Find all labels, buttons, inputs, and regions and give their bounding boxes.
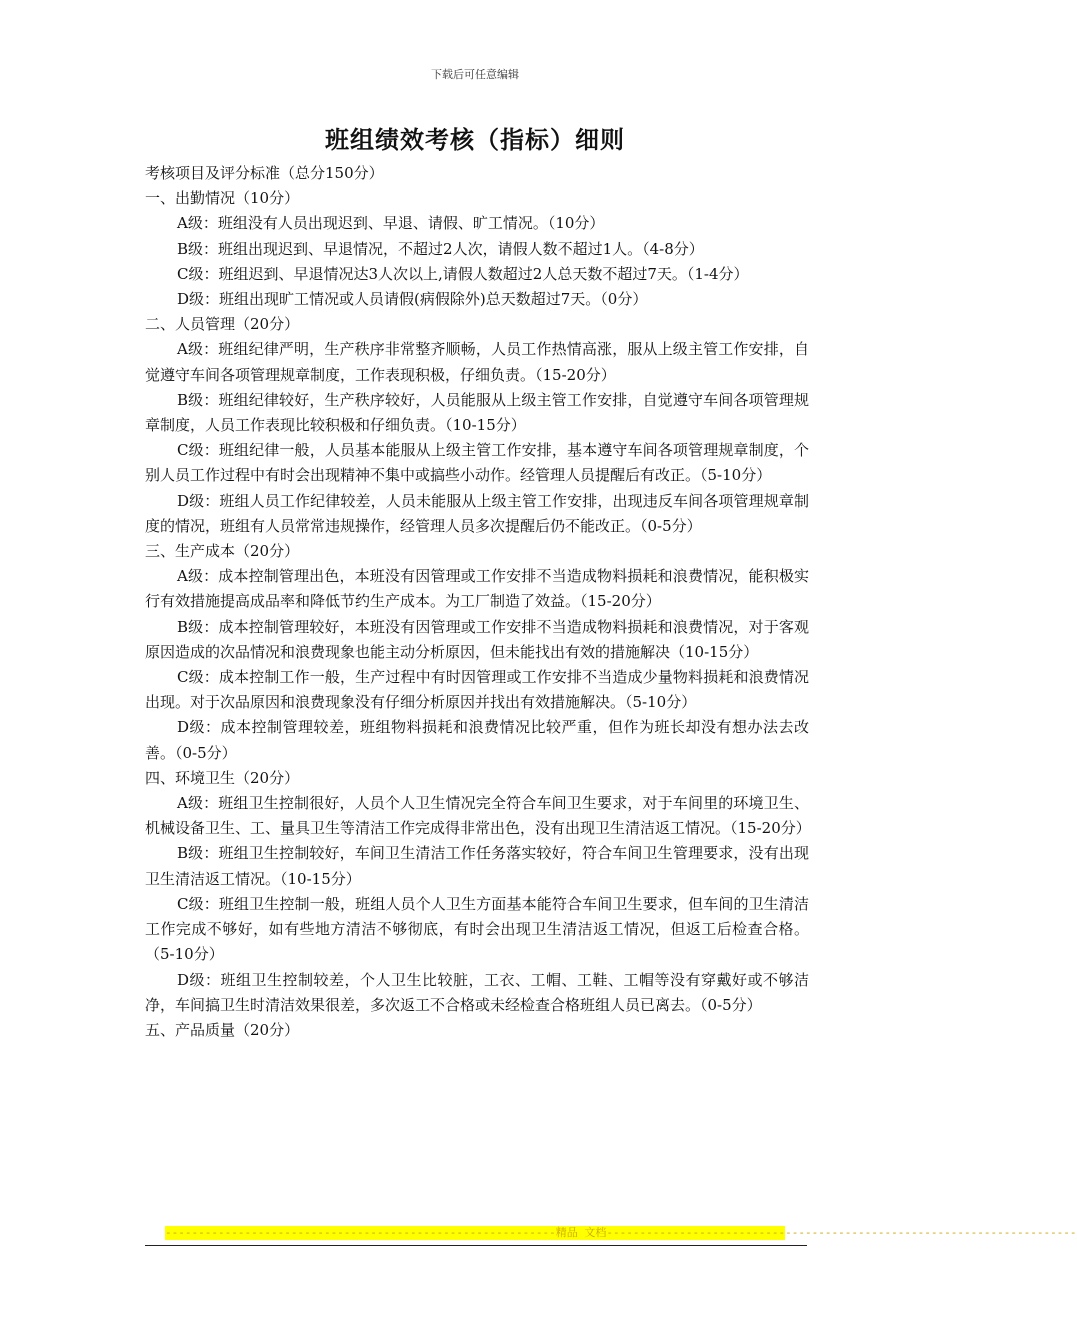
criterion-item: D级：成本控制管理较差，班组物料损耗和浪费情况比较严重，但作为班长却没有想办法去改善。（0-5分） [145,718,809,762]
criterion-item: D级：班组卫生控制较差，个人卫生比较脏，工衣、工帽、工鞋、工帽等没有穿戴好或不够洁净，车间搞卫生时清洁效果很差，多次返工不合格或未经检查合格班组人员已离去。（0-5分） [145,970,809,1014]
criterion-item: D级：班组出现旷工情况或人员请假(病假除外)总天数超过7天。（0分） [177,290,648,309]
intro-line: 考核项目及评分标准（总分150分） [145,164,384,182]
criterion-item: A级：班组卫生控制很好，人员个人卫生情况完全符合车间卫生要求，对于车间里的环境卫生、机械设备卫生、工、量具卫生等清洁工作完成得非常出色，没有出现卫生清洁返工情况。（15-20分） [145,794,811,838]
criterion-item: C级：班组纪律一般，人员基本能服从上级主管工作安排，基本遵守车间各项管理规章制度，个别人员工作过程中有时会出现精神不集中或搞些小动作。经管理人员提醒后有改正。（5-10分） [145,441,809,485]
section-production-cost [145,539,809,766]
section-personnel [145,312,809,539]
criterion-item: B级：班组卫生控制较好，车间卫生清洁工作任务落实较好，符合车间卫生管理要求，没有出现卫生清洁返工情况。（10-15分） [145,844,809,888]
section-heading: 三、生产成本（20分） [145,542,300,561]
criterion-item: A级：班组纪律严明，生产秩序非常整齐顺畅，人员工作热情高涨，服从上级主管工作安排，自觉遵守车间各项管理规章制度，工作表现积极，仔细负责。（15-20分） [145,340,809,384]
section-heading: 二、人员管理（20分） [145,315,300,334]
section-heading: 一、出勤情况（10分） [145,189,300,208]
criterion-item: B级：班组出现迟到、早退情况，不超过2人次，请假人数不超过1人。（4-8分） [177,239,704,258]
footer-banner: -----------------------------------------------------------精品 文档----------------------------------------------------------------------- [165,1226,1077,1239]
document-title: 班组绩效考核（指标）细则 [325,125,625,154]
section-hygiene [145,766,809,1018]
criterion-item: C级：班组迟到、早退情况达3人次以上,请假人数超过2人总天数不超过7天。（1-4分） [177,264,749,283]
criterion-item: A级：班组没有人员出现迟到、早退、请假、旷工情况。（10分） [177,214,605,233]
criterion-item: C级：班组卫生控制一般，班组人员个人卫生方面基本能符合车间卫生要求，但车间的卫生清洁工作完成不够好，如有些地方清洁不够彻底，有时会出现卫生清洁返工情况，但返工后检查合格。（5-10分） [145,894,809,964]
section-heading: 五、产品质量（20分） [145,1020,300,1039]
footer-divider [145,1245,807,1246]
criterion-item: A级：成本控制管理出色，本班没有因管理或工作安排不当造成物料损耗和浪费情况，能积极实行有效措施提高成品率和降低节约生产成本。为工厂制造了效益。（15-20分） [145,567,809,611]
header-note: 下载后可任意编辑 [431,68,519,81]
criterion-item: C级：成本控制工作一般，生产过程中有时因管理或工作安排不当造成少量物料损耗和浪费情况出现。对于次品原因和浪费现象没有仔细分析原因并找出有效措施解决。（5-10分） [145,668,809,712]
criterion-item: B级：班组纪律较好，生产秩序较好，人员能服从上级主管工作安排，自觉遵守车间各项管理规章制度，人员工作表现比较积极和仔细负责。（10-15分） [145,390,809,435]
criterion-item: B级：成本控制管理较好，本班没有因管理或工作安排不当造成物料损耗和浪费情况，对于客观原因造成的次品情况和浪费现象也能主动分析原因，但未能找出有效的措施解决（10-15分） [145,617,809,661]
criterion-item: D级：班组人员工作纪律较差，人员未能服从上级主管工作安排，出现违反车间各项管理规章制度的情况，班组有人员常常违规操作，经管理人员多次提醒后仍不能改正。（0-5分） [145,491,809,535]
section-attendance [145,186,809,312]
section-quality [145,1018,809,1043]
document-body [145,161,809,1043]
section-heading: 四、环境卫生（20分） [145,768,300,787]
